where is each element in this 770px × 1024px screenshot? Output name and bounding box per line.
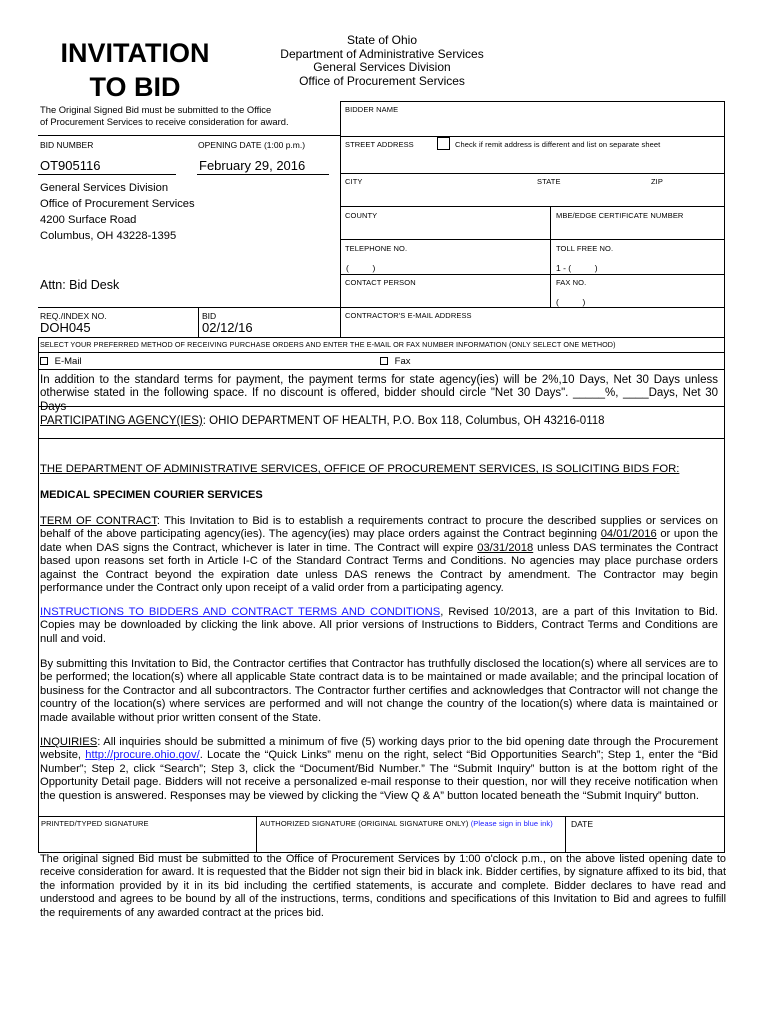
title-line1: INVITATION [60, 38, 210, 68]
term-label: TERM OF CONTRACT [40, 515, 157, 527]
toll-free-field[interactable]: 1 - ( ) [556, 263, 598, 273]
title-line2: TO BID [89, 72, 181, 102]
fax-option[interactable] [380, 356, 410, 367]
state-label: STATE [537, 177, 561, 186]
street-address-label: STREET ADDRESS [345, 140, 414, 149]
email-checkbox[interactable] [40, 357, 48, 365]
fax-field[interactable]: ( ) [556, 297, 586, 307]
date-field[interactable] [566, 828, 723, 851]
contractor-email-label: CONTRACTOR'S E-MAIL ADDRESS [345, 311, 472, 320]
submit-note-line1: The Original Signed Bid must be submitted to the Office [40, 104, 272, 115]
email-option[interactable] [40, 356, 82, 367]
opening-date-label: OPENING DATE (1:00 p.m.) [198, 140, 306, 150]
req-index-value: DOH045 [40, 320, 91, 335]
term-end-date: 03/31/2018 [477, 541, 534, 554]
mbe-certificate-label: MBE/EDGE CERTIFICATE NUMBER [556, 211, 684, 220]
blue-ink-note: (Please sign in blue ink) [470, 819, 553, 828]
instructions-text: , Revised 10/2013, are a part of this Invitation to Bid. Copies may be downloaded by clicking the link above. All prior versions of Instructions to Bidders, Contract Terms and Conditions are null and void. [40, 606, 719, 645]
instructions [40, 606, 718, 646]
instructions-link[interactable]: INSTRUCTIONS TO BIDDERS AND CONTRACT TERMS AND CONDITIONS [40, 606, 441, 618]
term-start-date: 04/01/2016 [600, 528, 657, 541]
agency-line-office: Office of Procurement Services [299, 73, 465, 88]
soliciting-heading: THE DEPARTMENT OF ADMINISTRATIVE SERVICES, OFFICE OF PROCUREMENT SERVICES, IS SOLICITING BIDS FOR: [40, 463, 680, 475]
term-text-1: : This Invitation to Bid is to establish a requirements contract to procure the described supplies or services on behalf of the above participating agency(ies). The agency(ies) may place orders against the Contract beginning [40, 515, 718, 541]
payment-terms: In addition to the standard terms for payment, the payment terms for state agency(ies) will be 2%,10 Days, Net 30 Days unless otherwise stated in the following space. If no discount is offered, bidder should circle "Net 30 Days". _____%, ____Days, Net 30 Days [40, 374, 718, 413]
contact-person-label: CONTACT PERSON [345, 278, 416, 287]
printed-signature-field[interactable] [39, 828, 255, 851]
fax-option-label: Fax [394, 356, 411, 367]
agency-line-department: Department of Administrative Services [280, 46, 484, 61]
telephone-label: TELEPHONE NO. [345, 244, 408, 253]
inquiries-label: INQUIRIES [40, 736, 98, 748]
certification-text: By submitting this Invitation to Bid, the Contractor certifies that Contractor has truthfully disclosed the location(s) where all services are to be performed; the location(s) where all applicable State contract data is to be maintained or made available; and the principal location of business for the Contractor and all subcontractors. The Contractor further certifies and acknowledges that Contractor will not change the country of the location(s) where services are performed and will not change the country of the location(s) where data is maintained or made available without prior written consent of the State. [40, 658, 718, 724]
remit-address-checkbox[interactable] [437, 137, 450, 150]
participating-agency-value: : OHIO DEPARTMENT OF HEALTH, P.O. Box 118, Columbus, OH 43216-0118 [202, 415, 605, 427]
fax-label: FAX NO. [556, 278, 587, 287]
zip-label: ZIP [651, 177, 663, 186]
office-address [40, 180, 195, 244]
county-label: COUNTY [345, 211, 378, 220]
term-of-contract [40, 515, 718, 595]
opening-date: February 29, 2016 [199, 158, 306, 173]
submit-note [40, 104, 340, 127]
printed-signature-label: PRINTED/TYPED SIGNATURE [41, 819, 149, 828]
inquiries-text-1: : All inquiries should be submitted a minimum of five (5) working days prior to the bid opening date through the Procurement website, [40, 736, 718, 762]
agency-line-state: State of Ohio [346, 33, 418, 47]
address-line-division: General Services Division [40, 182, 169, 194]
remit-address-label: Check if remit address is different and list on separate sheet [455, 140, 661, 149]
address-line-street: 4200 Surface Road [40, 214, 137, 226]
bidder-name-field[interactable] [341, 114, 723, 135]
bid-number: OT905116 [40, 158, 101, 173]
preferred-method-text: SELECT YOUR PREFERRED METHOD OF RECEIVING PURCHASE ORDERS AND ENTER THE E-MAIL OR FAX NUMBER INFORMATION (ONLY SELECT ONE METHOD) [40, 340, 616, 349]
city-label: CITY [345, 177, 363, 186]
bid-number-label: BID NUMBER [40, 140, 94, 150]
email-option-label: E-Mail [54, 356, 82, 367]
agency-block [262, 34, 502, 88]
authorized-signature-text: AUTHORIZED SIGNATURE (ORIGINAL SIGNATURE ONLY) [260, 819, 469, 828]
req-index-label: REQ./INDEX NO. [40, 311, 107, 321]
term-text-3: unless DAS terminates the Contract based upon reasons set forth in Article I-C of the Standard Contract Terms and Conditions. No agencies may place purchase orders against the Contract beyond the expiration date unless DAS renews the Contract by amendment. The Contractor may begin performance under the Contract only upon receipt of a valid order from a participating agency. [40, 541, 718, 595]
bidder-name-label: BIDDER NAME [345, 105, 399, 114]
service-title: MEDICAL SPECIMEN COURIER SERVICES [40, 489, 263, 501]
telephone-field[interactable]: ( ) [346, 263, 376, 273]
date-label: DATE [571, 819, 594, 829]
bid-label: BID [202, 311, 217, 321]
inquiries [40, 736, 718, 803]
footer-text: The original signed Bid must be submitted to the Office of Procurement Services by 1:00 o'clock p.m., on the above listed opening date to receive consideration for award. It is requested that the Bidder not sign their bid in black ink. Bidder certifies, by signature affixed to its bid, that the information provided by it in its bid including the certified statements, is accurate and complete. Bidder declares to have read and understood and agrees to be bound by all of the instructions, terms, conditions and specifications of this Invitation to Bid and agrees to fulfill the requirements of any awarded contract at the prices bid. [40, 853, 726, 919]
authorized-signature-field[interactable] [257, 828, 564, 851]
attn-bid-desk: Attn: Bid Desk [40, 278, 120, 292]
toll-free-label: TOLL FREE NO. [556, 244, 614, 253]
submit-note-line2: of Procurement Services to receive consideration for award. [40, 115, 289, 127]
participating-agency-label: PARTICIPATING AGENCY(IES) [40, 415, 203, 427]
term-text-2: or upon the date when DAS signs the Contract, whichever is later in time. The Contract will expire [40, 528, 719, 554]
bid-value: 02/12/16 [202, 320, 253, 335]
fax-checkbox[interactable] [380, 357, 388, 365]
inquiries-text-2: . Locate the “Quick Links” menu on the right, select “Bid Opportunities Search”; Step 1, enter the “Bid Number”; Step 2, click “Search”; Step 3, click the “Document/Bid Number.” The “Submit Inquiry” button is at the bottom right of the Opportunity Detail page. Bidders will not receive a personalized e-mail response to their question, nor will they receive notification when the question is answered. Responses may be viewed by clicking the “View Q & A” button located beneath the “Submit Inquiry” button. [40, 749, 718, 802]
agency-line-division: General Services Division [313, 60, 451, 74]
address-line-office: Office of Procurement Services [40, 198, 195, 210]
participating-agency [40, 415, 605, 427]
authorized-signature-label [260, 819, 553, 828]
procurement-website-link[interactable]: http://procure.ohio.gov/ [85, 749, 200, 762]
address-line-city: Columbus, OH 43228-1395 [40, 230, 177, 242]
